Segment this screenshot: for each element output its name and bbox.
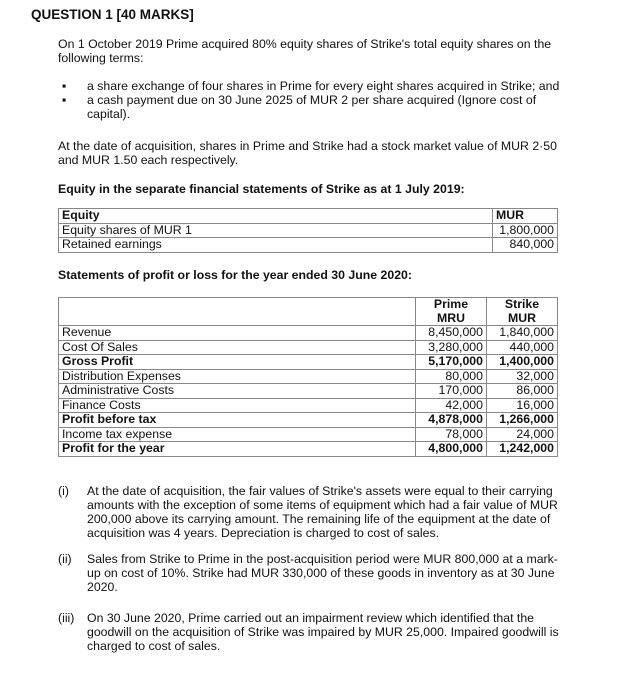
row-value-strike: 32,000 xyxy=(487,369,558,384)
header-cell: Equity xyxy=(59,209,493,224)
row-value-prime: 4,800,000 xyxy=(416,442,487,457)
row-value-prime: 4,878,000 xyxy=(416,413,487,428)
row-label: Finance Costs xyxy=(59,398,416,413)
table-row xyxy=(59,340,558,355)
row-value-strike: 440,000 xyxy=(487,340,558,355)
row-label: Equity shares of MUR 1 xyxy=(59,223,493,238)
note-label: (i) xyxy=(58,484,69,498)
note-label: (ii) xyxy=(58,552,72,566)
question-title: QUESTION 1 [40 MARKS] xyxy=(31,7,194,22)
header-line: MUR xyxy=(507,310,536,325)
header-cell: MUR xyxy=(493,209,558,224)
row-value-strike: 86,000 xyxy=(487,384,558,399)
term-item xyxy=(58,93,578,121)
bullet-icon: ▪ xyxy=(62,93,67,107)
equity-table xyxy=(58,208,558,253)
equity-heading: Equity in the separate financial statements of Strike as at 1 July 2019: xyxy=(58,182,465,196)
term-text: a cash payment due on 30 June 2025 of MUR 2 per share acquired (Ignore cost of capital). xyxy=(87,93,537,121)
header-line: Strike xyxy=(504,297,540,311)
row-value-strike: 1,840,000 xyxy=(487,326,558,341)
note-ii xyxy=(58,552,568,594)
row-value-strike: 1,242,000 xyxy=(487,442,558,457)
term-item xyxy=(58,79,578,93)
header-cell-prime xyxy=(416,298,487,326)
header-cell-empty xyxy=(59,298,416,326)
row-label: Income tax expense xyxy=(59,427,416,442)
table-row xyxy=(59,326,558,341)
table-row xyxy=(59,442,558,457)
table-row xyxy=(59,238,558,253)
row-value-prime: 3,280,000 xyxy=(416,340,487,355)
row-value-prime: 80,000 xyxy=(416,369,487,384)
row-value-strike: 1,400,000 xyxy=(487,355,558,370)
row-value-prime: 170,000 xyxy=(416,384,487,399)
pl-heading: Statements of profit or loss for the year ended 30 June 2020: xyxy=(58,268,412,282)
table-row xyxy=(59,355,558,370)
header-cell-strike xyxy=(487,298,558,326)
note-iii xyxy=(58,611,568,653)
row-value-prime: 8,450,000 xyxy=(416,326,487,341)
term-text: a share exchange of four shares in Prime for every eight shares acquired in Strike; and xyxy=(87,79,560,93)
note-label: (iii) xyxy=(58,611,75,625)
row-label: Gross Profit xyxy=(59,355,416,370)
header-line: Prime xyxy=(433,297,469,311)
row-value: 1,800,000 xyxy=(493,223,558,238)
row-value-prime: 42,000 xyxy=(416,398,487,413)
row-value-strike: 16,000 xyxy=(487,398,558,413)
terms-list xyxy=(58,79,578,121)
bullet-icon: ▪ xyxy=(62,79,67,93)
row-value-prime: 5,170,000 xyxy=(416,355,487,370)
intro-paragraph: On 1 October 2019 Prime acquired 80% equity shares of Strike's total equity shares on the following terms: xyxy=(58,37,552,65)
note-text: On 30 June 2020, Prime carried out an impairment review which identified that the goodwill on the acquisition of Strike was impaired by MUR 25,000. Impaired goodwill is charged to cost of sales. xyxy=(87,611,559,653)
market-value-paragraph: At the date of acquisition, shares in Prime and Strike had a stock market value of MUR 2·50 and MUR 1.50 each respectively. xyxy=(58,139,557,167)
header-line: MRU xyxy=(436,310,465,325)
row-label: Administrative Costs xyxy=(59,384,416,399)
row-label: Revenue xyxy=(59,326,416,341)
row-value-prime: 78,000 xyxy=(416,427,487,442)
table-row xyxy=(59,369,558,384)
row-label: Profit for the year xyxy=(59,442,416,457)
table-row xyxy=(59,223,558,238)
row-label: Cost Of Sales xyxy=(59,340,416,355)
row-label: Retained earnings xyxy=(59,238,493,253)
table-header-row xyxy=(59,209,558,224)
profit-loss-table xyxy=(58,297,558,457)
table-row xyxy=(59,384,558,399)
table-row xyxy=(59,413,558,428)
row-value-strike: 1,266,000 xyxy=(487,413,558,428)
table-row xyxy=(59,427,558,442)
note-text: Sales from Strike to Prime in the post-acquisition period were MUR 800,000 at a mark-up on cost of 10%. Strike had MUR 330,000 of these goods in inventory as at 30 June 2020. xyxy=(87,552,558,594)
row-value-strike: 24,000 xyxy=(487,427,558,442)
note-i xyxy=(58,484,568,540)
row-label: Distribution Expenses xyxy=(59,369,416,384)
note-text: At the date of acquisition, the fair values of Strike's assets were equal to their carrying amounts with the exception of some items of equipment which had a fair value of MUR 200,000 above its carrying amount. The remaining life of the equipment at the date of acquisition was 4 years. Depreciation is charged to cost of sales. xyxy=(87,484,558,540)
table-row xyxy=(59,398,558,413)
row-label: Profit before tax xyxy=(59,413,416,428)
row-value: 840,000 xyxy=(493,238,558,253)
table-header-row xyxy=(59,298,558,326)
